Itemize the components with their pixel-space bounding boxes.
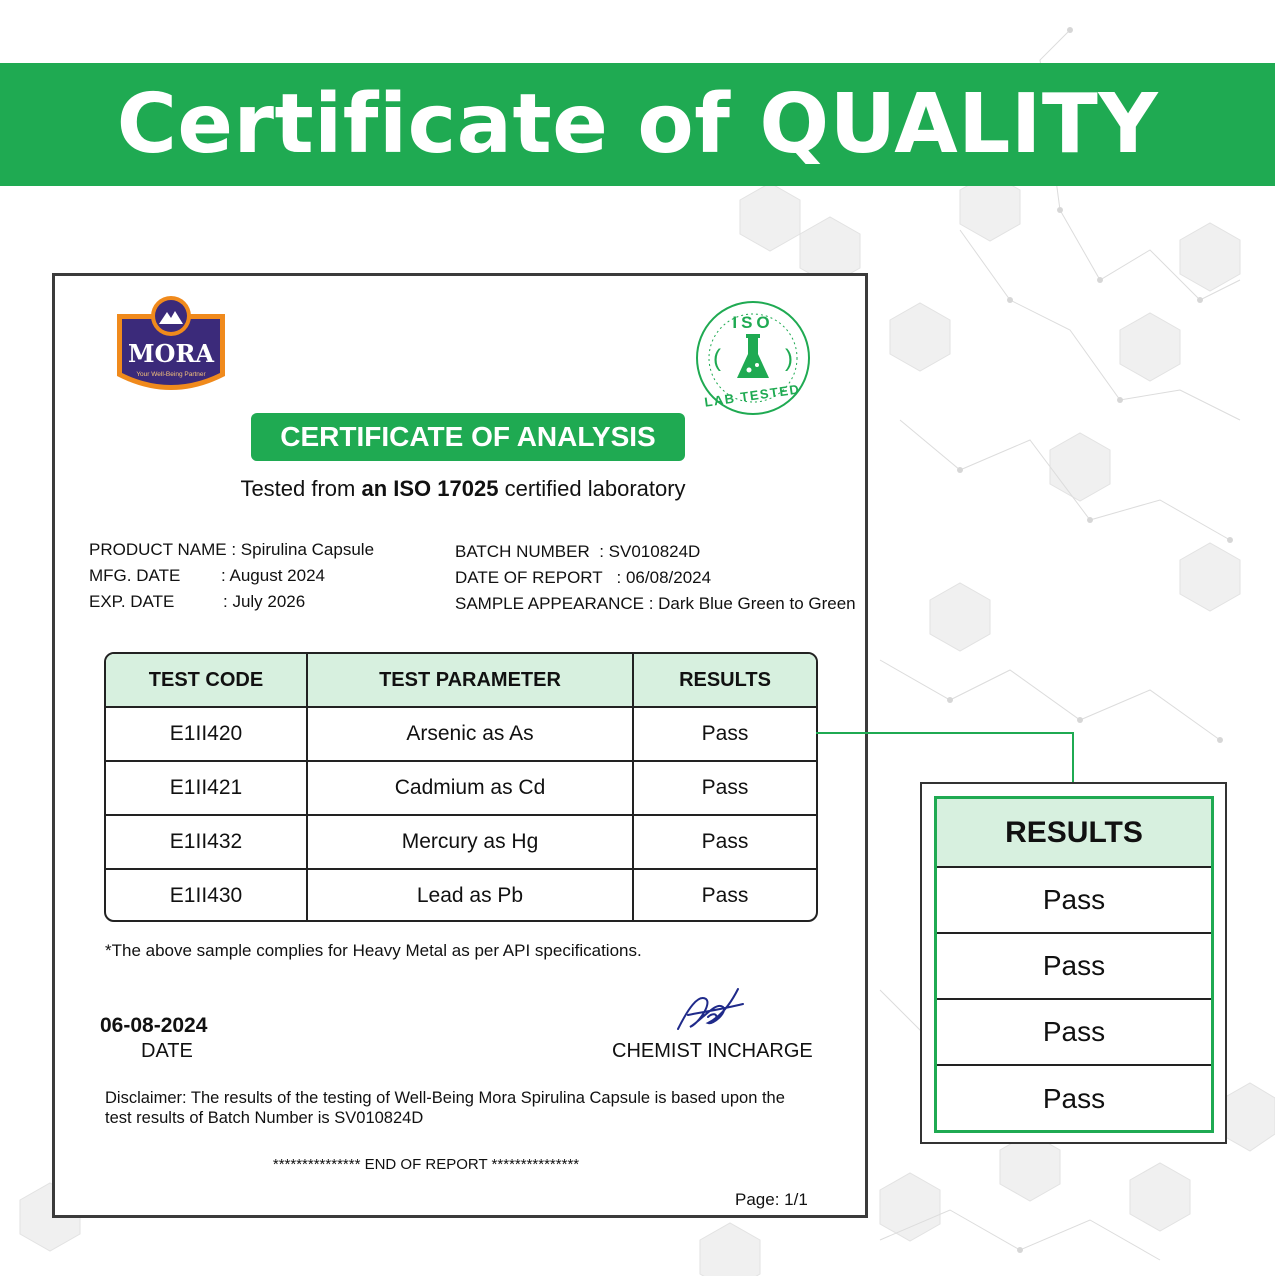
mfg-date-row [89, 563, 374, 589]
results-callout-header: RESULTS [937, 799, 1211, 868]
column-header-results: RESULTS [633, 654, 816, 707]
table-row [106, 761, 816, 815]
batch-number-row [455, 539, 856, 565]
iso-badge-bottom-text: LAB TESTED [703, 381, 802, 410]
mora-logo [111, 294, 231, 404]
results-callout-cell: Pass [1042, 1083, 1106, 1114]
report-date-stamp: 06-08-2024 [100, 1014, 208, 1037]
results-callout-table [934, 796, 1214, 1133]
test-code-cell: E1II430 [106, 869, 307, 922]
result-cell: Pass [633, 707, 816, 761]
sample-appearance-label: SAMPLE APPEARANCE [455, 594, 649, 613]
result-cell: Pass [633, 869, 816, 922]
iso-lab-tested-badge [693, 298, 813, 418]
mfg-date-value: : August 2024 [221, 566, 325, 585]
table-header-row [106, 654, 816, 707]
tested-lab-statement [55, 476, 871, 502]
test-parameter-cell: Lead as Pb [307, 869, 633, 922]
results-callout-cell: Pass [937, 934, 1211, 1000]
logo-brand: MORA [127, 339, 215, 368]
test-code-cell: E1II420 [106, 707, 307, 761]
test-parameter-cell: Arsenic as As [307, 707, 633, 761]
batch-number-value: : SV010824D [599, 542, 701, 561]
test-parameter-cell: Mercury as Hg [307, 815, 633, 869]
tested-prefix: Tested from [240, 476, 362, 501]
svg-text:): ) [785, 345, 793, 372]
test-code-cell: E1II432 [106, 815, 307, 869]
report-date-value: : 06/08/2024 [616, 568, 712, 587]
result-cell: Pass [633, 761, 816, 815]
title-banner [0, 63, 1275, 186]
analysis-table [104, 652, 818, 922]
exp-date-value: : July 2026 [223, 592, 306, 611]
table-row [106, 869, 816, 922]
results-callout [920, 782, 1227, 1144]
end-of-report: *************** END OF REPORT *************** [272, 1156, 580, 1173]
svg-text:(: ( [713, 345, 721, 372]
compliance-note: *The above sample complies for Heavy Metal as per API specifications. [105, 941, 642, 960]
sample-appearance-row [455, 591, 856, 617]
table-row [106, 707, 816, 761]
tested-iso-standard: an ISO 17025 [361, 476, 499, 501]
certificate-card [52, 273, 868, 1218]
tested-suffix: certified laboratory [498, 476, 686, 501]
exp-date-row [89, 589, 374, 615]
column-header-test-code: TEST CODE [106, 654, 307, 707]
product-info-right [455, 539, 856, 617]
test-code-cell: E1II421 [106, 761, 307, 815]
exp-date-label: EXP. DATE [89, 592, 175, 611]
date-label: DATE [141, 1040, 193, 1062]
product-name-row [89, 537, 374, 563]
chemist-incharge-label: CHEMIST INCHARGE [612, 1040, 813, 1062]
mfg-date-label: MFG. DATE [89, 566, 181, 585]
iso-badge-top-text: ISO [732, 313, 774, 332]
chemist-signature [668, 979, 748, 1037]
table-row [106, 815, 816, 869]
disclaimer-text: Disclaimer: The results of the testing of Well-Being Mora Spirulina Capsule is based upon the test results of Batch Number is SV010824D [105, 1089, 785, 1127]
logo-tagline: Your Well-Being Partner [136, 371, 206, 378]
certificate-of-analysis-heading: CERTIFICATE OF ANALYSIS [251, 413, 685, 461]
sample-appearance-value: : Dark Blue Green to Green [648, 594, 856, 613]
result-cell: Pass [633, 815, 816, 869]
banner-title: Certificate of QUALITY [116, 77, 1159, 172]
results-callout-cell: Pass [937, 1000, 1211, 1066]
report-date-label: DATE OF REPORT [455, 568, 617, 587]
product-name-value: : Spirulina Capsule [231, 540, 375, 559]
page-number: Page: 1/1 [735, 1190, 808, 1209]
column-header-test-parameter: TEST PARAMETER [307, 654, 633, 707]
report-date-row [455, 565, 856, 591]
product-name-label: PRODUCT NAME [89, 540, 227, 559]
test-parameter-cell: Cadmium as Cd [307, 761, 633, 815]
batch-number-label: BATCH NUMBER [455, 542, 600, 561]
product-info-left [89, 537, 374, 615]
results-callout-cell: Pass [937, 868, 1211, 934]
